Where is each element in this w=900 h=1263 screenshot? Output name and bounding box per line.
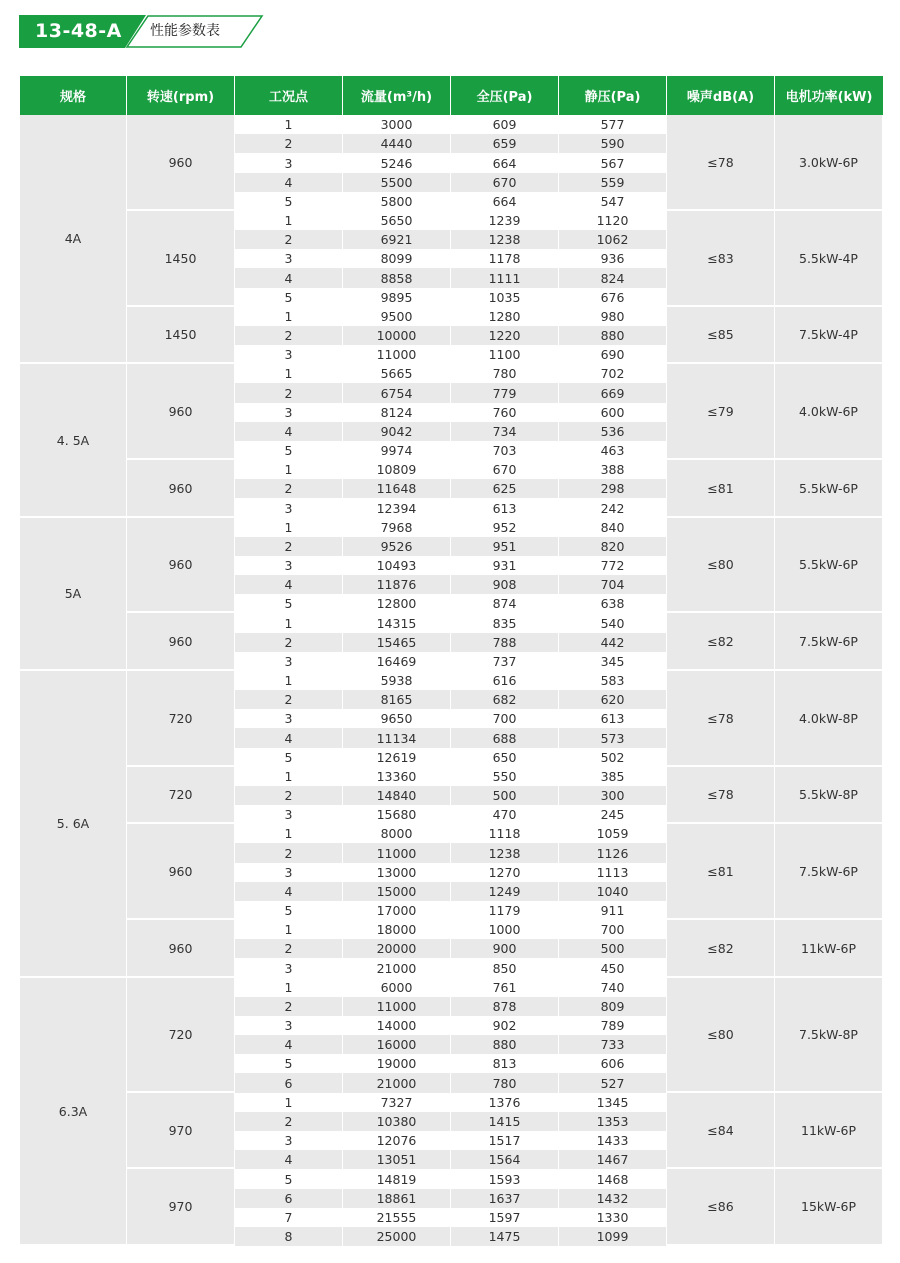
flow-cell: 3000	[343, 115, 451, 134]
point-cell: 2	[235, 997, 343, 1016]
point-cell: 2	[235, 479, 343, 498]
static-pressure-cell: 911	[559, 901, 667, 920]
total-pressure-cell: 900	[451, 939, 559, 958]
static-pressure-cell: 1099	[559, 1227, 667, 1246]
flow-cell: 6921	[343, 230, 451, 249]
motor-power-cell: 15kW-6P	[775, 1169, 883, 1246]
total-pressure-cell: 1597	[451, 1208, 559, 1227]
col-header-point: 工况点	[235, 76, 343, 115]
noise-cell: ≤80	[667, 978, 775, 1093]
static-pressure-cell: 1062	[559, 230, 667, 249]
spec-cell: 4. 5A	[20, 364, 127, 518]
static-pressure-cell: 1330	[559, 1208, 667, 1227]
static-pressure-cell: 450	[559, 958, 667, 978]
static-pressure-cell: 936	[559, 249, 667, 268]
point-cell: 7	[235, 1208, 343, 1227]
static-pressure-cell: 1345	[559, 1093, 667, 1112]
static-pressure-cell: 840	[559, 518, 667, 537]
flow-cell: 8000	[343, 824, 451, 843]
static-pressure-cell: 824	[559, 268, 667, 288]
static-pressure-cell: 536	[559, 422, 667, 441]
flow-cell: 9895	[343, 288, 451, 307]
total-pressure-cell: 670	[451, 173, 559, 192]
point-cell: 1	[235, 767, 343, 786]
total-pressure-cell: 780	[451, 364, 559, 383]
point-cell: 2	[235, 230, 343, 249]
motor-power-cell: 5.5kW-6P	[775, 518, 883, 613]
total-pressure-cell: 1000	[451, 920, 559, 939]
point-cell: 3	[235, 556, 343, 575]
flow-cell: 14000	[343, 1016, 451, 1035]
static-pressure-cell: 1059	[559, 824, 667, 843]
point-cell: 5	[235, 192, 343, 211]
point-cell: 2	[235, 843, 343, 863]
total-pressure-cell: 1238	[451, 843, 559, 863]
point-cell: 5	[235, 1054, 343, 1073]
point-cell: 2	[235, 1112, 343, 1131]
section-title: 性能参数表	[150, 23, 220, 39]
flow-cell: 6754	[343, 383, 451, 403]
static-pressure-cell: 789	[559, 1016, 667, 1035]
point-cell: 1	[235, 1093, 343, 1112]
total-pressure-cell: 1249	[451, 882, 559, 901]
flow-cell: 12619	[343, 748, 451, 767]
flow-cell: 11648	[343, 479, 451, 498]
motor-power-cell: 5.5kW-8P	[775, 767, 883, 824]
flow-cell: 15465	[343, 633, 451, 652]
point-cell: 3	[235, 1131, 343, 1150]
speed-cell: 960	[127, 824, 235, 920]
total-pressure-cell: 1111	[451, 268, 559, 288]
static-pressure-cell: 463	[559, 441, 667, 460]
total-pressure-cell: 813	[451, 1054, 559, 1073]
static-pressure-cell: 620	[559, 690, 667, 709]
total-pressure-cell: 703	[451, 441, 559, 460]
total-pressure-cell: 613	[451, 498, 559, 518]
total-pressure-cell: 650	[451, 748, 559, 767]
static-pressure-cell: 590	[559, 134, 667, 153]
motor-power-cell: 5.5kW-6P	[775, 460, 883, 518]
static-pressure-cell: 1113	[559, 863, 667, 882]
noise-cell: ≤78	[667, 767, 775, 824]
speed-cell: 720	[127, 671, 235, 767]
noise-cell: ≤79	[667, 364, 775, 460]
total-pressure-cell: 609	[451, 115, 559, 134]
static-pressure-cell: 527	[559, 1073, 667, 1093]
flow-cell: 6000	[343, 978, 451, 997]
total-pressure-cell: 1179	[451, 901, 559, 920]
total-pressure-cell: 737	[451, 652, 559, 671]
point-cell: 4	[235, 575, 343, 594]
total-pressure-cell: 1239	[451, 211, 559, 230]
flow-cell: 13000	[343, 863, 451, 882]
static-pressure-cell: 809	[559, 997, 667, 1016]
total-pressure-cell: 688	[451, 728, 559, 748]
flow-cell: 11134	[343, 728, 451, 748]
flow-cell: 16000	[343, 1035, 451, 1054]
spec-cell: 6.3A	[20, 978, 127, 1246]
motor-power-cell: 11kW-6P	[775, 1093, 883, 1169]
point-cell: 3	[235, 403, 343, 422]
point-cell: 1	[235, 978, 343, 997]
point-cell: 1	[235, 824, 343, 843]
static-pressure-cell: 704	[559, 575, 667, 594]
flow-cell: 11000	[343, 345, 451, 364]
total-pressure-cell: 850	[451, 958, 559, 978]
static-pressure-cell: 702	[559, 364, 667, 383]
total-pressure-cell: 1035	[451, 288, 559, 307]
motor-power-cell: 4.0kW-6P	[775, 364, 883, 460]
static-pressure-cell: 1040	[559, 882, 667, 901]
motor-power-cell: 7.5kW-4P	[775, 307, 883, 364]
point-cell: 6	[235, 1073, 343, 1093]
total-pressure-cell: 761	[451, 978, 559, 997]
total-pressure-cell: 734	[451, 422, 559, 441]
total-pressure-cell: 1415	[451, 1112, 559, 1131]
flow-cell: 25000	[343, 1227, 451, 1246]
noise-cell: ≤83	[667, 211, 775, 307]
total-pressure-cell: 874	[451, 594, 559, 613]
speed-cell: 970	[127, 1093, 235, 1169]
flow-cell: 9974	[343, 441, 451, 460]
point-cell: 5	[235, 748, 343, 767]
motor-power-cell: 11kW-6P	[775, 920, 883, 978]
total-pressure-cell: 931	[451, 556, 559, 575]
spec-cell: 4A	[20, 115, 127, 364]
total-pressure-cell: 500	[451, 786, 559, 805]
flow-cell: 7968	[343, 518, 451, 537]
total-pressure-cell: 1220	[451, 326, 559, 345]
flow-cell: 21555	[343, 1208, 451, 1227]
flow-cell: 19000	[343, 1054, 451, 1073]
point-cell: 3	[235, 153, 343, 173]
static-pressure-cell: 669	[559, 383, 667, 403]
static-pressure-cell: 583	[559, 671, 667, 690]
static-pressure-cell: 547	[559, 192, 667, 211]
total-pressure-cell: 1270	[451, 863, 559, 882]
point-cell: 3	[235, 709, 343, 728]
total-pressure-cell: 835	[451, 613, 559, 633]
flow-cell: 11000	[343, 997, 451, 1016]
point-cell: 3	[235, 863, 343, 882]
total-pressure-cell: 1238	[451, 230, 559, 249]
speed-cell: 1450	[127, 307, 235, 364]
static-pressure-cell: 1467	[559, 1150, 667, 1169]
static-pressure-cell: 242	[559, 498, 667, 518]
speed-cell: 960	[127, 518, 235, 613]
flow-cell: 18861	[343, 1189, 451, 1208]
flow-cell: 7327	[343, 1093, 451, 1112]
col-header-static-pressure: 静压(Pa)	[559, 76, 667, 115]
total-pressure-cell: 1100	[451, 345, 559, 364]
static-pressure-cell: 1126	[559, 843, 667, 863]
col-header-noise: 噪声dB(A)	[667, 76, 775, 115]
static-pressure-cell: 638	[559, 594, 667, 613]
static-pressure-cell: 245	[559, 805, 667, 824]
total-pressure-cell: 788	[451, 633, 559, 652]
flow-cell: 9042	[343, 422, 451, 441]
total-pressure-cell: 878	[451, 997, 559, 1016]
static-pressure-cell: 676	[559, 288, 667, 307]
total-pressure-cell: 951	[451, 537, 559, 556]
speed-cell: 970	[127, 1169, 235, 1246]
flow-cell: 14819	[343, 1169, 451, 1189]
point-cell: 8	[235, 1227, 343, 1246]
static-pressure-cell: 559	[559, 173, 667, 192]
point-cell: 1	[235, 518, 343, 537]
point-cell: 1	[235, 211, 343, 230]
static-pressure-cell: 442	[559, 633, 667, 652]
model-code: 13-48-A	[35, 20, 122, 42]
point-cell: 2	[235, 690, 343, 709]
total-pressure-cell: 760	[451, 403, 559, 422]
static-pressure-cell: 500	[559, 939, 667, 958]
speed-cell: 720	[127, 978, 235, 1093]
total-pressure-cell: 1517	[451, 1131, 559, 1150]
flow-cell: 12076	[343, 1131, 451, 1150]
point-cell: 5	[235, 1169, 343, 1189]
point-cell: 3	[235, 805, 343, 824]
noise-cell: ≤85	[667, 307, 775, 364]
flow-cell: 15680	[343, 805, 451, 824]
point-cell: 2	[235, 633, 343, 652]
flow-cell: 10493	[343, 556, 451, 575]
col-header-total-pressure: 全压(Pa)	[451, 76, 559, 115]
noise-cell: ≤80	[667, 518, 775, 613]
col-header-flow: 流量(m³/h)	[343, 76, 451, 115]
flow-cell: 13051	[343, 1150, 451, 1169]
total-pressure-cell: 908	[451, 575, 559, 594]
point-cell: 1	[235, 307, 343, 326]
static-pressure-cell: 733	[559, 1035, 667, 1054]
static-pressure-cell: 820	[559, 537, 667, 556]
speed-cell: 960	[127, 613, 235, 671]
spec-cell: 5. 6A	[20, 671, 127, 978]
static-pressure-cell: 740	[559, 978, 667, 997]
point-cell: 5	[235, 901, 343, 920]
speed-cell: 720	[127, 767, 235, 824]
total-pressure-cell: 902	[451, 1016, 559, 1035]
flow-cell: 11000	[343, 843, 451, 863]
flow-cell: 9500	[343, 307, 451, 326]
motor-power-cell: 7.5kW-6P	[775, 613, 883, 671]
static-pressure-cell: 385	[559, 767, 667, 786]
flow-cell: 5500	[343, 173, 451, 192]
static-pressure-cell: 880	[559, 326, 667, 345]
speed-cell: 960	[127, 115, 235, 211]
static-pressure-cell: 1468	[559, 1169, 667, 1189]
speed-cell: 960	[127, 920, 235, 978]
static-pressure-cell: 700	[559, 920, 667, 939]
static-pressure-cell: 573	[559, 728, 667, 748]
noise-cell: ≤78	[667, 115, 775, 211]
speed-cell: 960	[127, 364, 235, 460]
flow-cell: 11876	[343, 575, 451, 594]
point-cell: 3	[235, 498, 343, 518]
static-pressure-cell: 690	[559, 345, 667, 364]
static-pressure-cell: 1433	[559, 1131, 667, 1150]
point-cell: 3	[235, 345, 343, 364]
point-cell: 3	[235, 249, 343, 268]
flow-cell: 10000	[343, 326, 451, 345]
total-pressure-cell: 952	[451, 518, 559, 537]
point-cell: 4	[235, 728, 343, 748]
col-header-speed: 转速(rpm)	[127, 76, 235, 115]
flow-cell: 10809	[343, 460, 451, 479]
noise-cell: ≤86	[667, 1169, 775, 1246]
static-pressure-cell: 980	[559, 307, 667, 326]
section-header	[19, 15, 269, 48]
flow-cell: 21000	[343, 1073, 451, 1093]
point-cell: 3	[235, 958, 343, 978]
total-pressure-cell: 880	[451, 1035, 559, 1054]
total-pressure-cell: 1178	[451, 249, 559, 268]
noise-cell: ≤82	[667, 613, 775, 671]
point-cell: 5	[235, 594, 343, 613]
flow-cell: 20000	[343, 939, 451, 958]
total-pressure-cell: 470	[451, 805, 559, 824]
total-pressure-cell: 1280	[451, 307, 559, 326]
point-cell: 4	[235, 1150, 343, 1169]
motor-power-cell: 7.5kW-8P	[775, 978, 883, 1093]
static-pressure-cell: 613	[559, 709, 667, 728]
motor-power-cell: 5.5kW-4P	[775, 211, 883, 307]
point-cell: 2	[235, 134, 343, 153]
point-cell: 1	[235, 115, 343, 134]
flow-cell: 14840	[343, 786, 451, 805]
flow-cell: 14315	[343, 613, 451, 633]
flow-cell: 9526	[343, 537, 451, 556]
static-pressure-cell: 300	[559, 786, 667, 805]
total-pressure-cell: 625	[451, 479, 559, 498]
flow-cell: 9650	[343, 709, 451, 728]
total-pressure-cell: 659	[451, 134, 559, 153]
point-cell: 4	[235, 422, 343, 441]
motor-power-cell: 3.0kW-6P	[775, 115, 883, 211]
total-pressure-cell: 1593	[451, 1169, 559, 1189]
flow-cell: 12394	[343, 498, 451, 518]
total-pressure-cell: 1564	[451, 1150, 559, 1169]
static-pressure-cell: 345	[559, 652, 667, 671]
flow-cell: 18000	[343, 920, 451, 939]
flow-cell: 15000	[343, 882, 451, 901]
total-pressure-cell: 1376	[451, 1093, 559, 1112]
spec-cell: 5A	[20, 518, 127, 671]
flow-cell: 8165	[343, 690, 451, 709]
total-pressure-cell: 700	[451, 709, 559, 728]
motor-power-cell: 4.0kW-8P	[775, 671, 883, 767]
flow-cell: 5246	[343, 153, 451, 173]
static-pressure-cell: 606	[559, 1054, 667, 1073]
point-cell: 1	[235, 920, 343, 939]
flow-cell: 5650	[343, 211, 451, 230]
static-pressure-cell: 577	[559, 115, 667, 134]
total-pressure-cell: 616	[451, 671, 559, 690]
static-pressure-cell: 502	[559, 748, 667, 767]
flow-cell: 8124	[343, 403, 451, 422]
total-pressure-cell: 664	[451, 153, 559, 173]
point-cell: 4	[235, 268, 343, 288]
total-pressure-cell: 1637	[451, 1189, 559, 1208]
noise-cell: ≤84	[667, 1093, 775, 1169]
speed-cell: 1450	[127, 211, 235, 307]
total-pressure-cell: 1118	[451, 824, 559, 843]
static-pressure-cell: 298	[559, 479, 667, 498]
col-header-motor-power: 电机功率(kW)	[775, 76, 883, 115]
point-cell: 1	[235, 460, 343, 479]
static-pressure-cell: 567	[559, 153, 667, 173]
static-pressure-cell: 1120	[559, 211, 667, 230]
point-cell: 5	[235, 288, 343, 307]
point-cell: 1	[235, 613, 343, 633]
static-pressure-cell: 388	[559, 460, 667, 479]
total-pressure-cell: 670	[451, 460, 559, 479]
point-cell: 4	[235, 1035, 343, 1054]
point-cell: 2	[235, 383, 343, 403]
flow-cell: 16469	[343, 652, 451, 671]
point-cell: 2	[235, 939, 343, 958]
point-cell: 2	[235, 786, 343, 805]
col-header-spec: 规格	[20, 76, 127, 115]
total-pressure-cell: 682	[451, 690, 559, 709]
point-cell: 5	[235, 441, 343, 460]
total-pressure-cell: 550	[451, 767, 559, 786]
point-cell: 4	[235, 173, 343, 192]
point-cell: 4	[235, 882, 343, 901]
flow-cell: 8099	[343, 249, 451, 268]
speed-cell: 960	[127, 460, 235, 518]
static-pressure-cell: 1353	[559, 1112, 667, 1131]
point-cell: 3	[235, 1016, 343, 1035]
total-pressure-cell: 1475	[451, 1227, 559, 1246]
flow-cell: 5938	[343, 671, 451, 690]
total-pressure-cell: 780	[451, 1073, 559, 1093]
noise-cell: ≤81	[667, 824, 775, 920]
flow-cell: 17000	[343, 901, 451, 920]
point-cell: 3	[235, 652, 343, 671]
flow-cell: 10380	[343, 1112, 451, 1131]
point-cell: 2	[235, 537, 343, 556]
static-pressure-cell: 600	[559, 403, 667, 422]
static-pressure-cell: 540	[559, 613, 667, 633]
total-pressure-cell: 664	[451, 192, 559, 211]
flow-cell: 4440	[343, 134, 451, 153]
static-pressure-cell: 772	[559, 556, 667, 575]
flow-cell: 5800	[343, 192, 451, 211]
point-cell: 2	[235, 326, 343, 345]
static-pressure-cell: 1432	[559, 1189, 667, 1208]
noise-cell: ≤81	[667, 460, 775, 518]
point-cell: 1	[235, 671, 343, 690]
flow-cell: 12800	[343, 594, 451, 613]
noise-cell: ≤82	[667, 920, 775, 978]
motor-power-cell: 7.5kW-6P	[775, 824, 883, 920]
total-pressure-cell: 779	[451, 383, 559, 403]
performance-table	[20, 76, 883, 1246]
point-cell: 1	[235, 364, 343, 383]
noise-cell: ≤78	[667, 671, 775, 767]
flow-cell: 13360	[343, 767, 451, 786]
point-cell: 6	[235, 1189, 343, 1208]
flow-cell: 8858	[343, 268, 451, 288]
flow-cell: 5665	[343, 364, 451, 383]
flow-cell: 21000	[343, 958, 451, 978]
